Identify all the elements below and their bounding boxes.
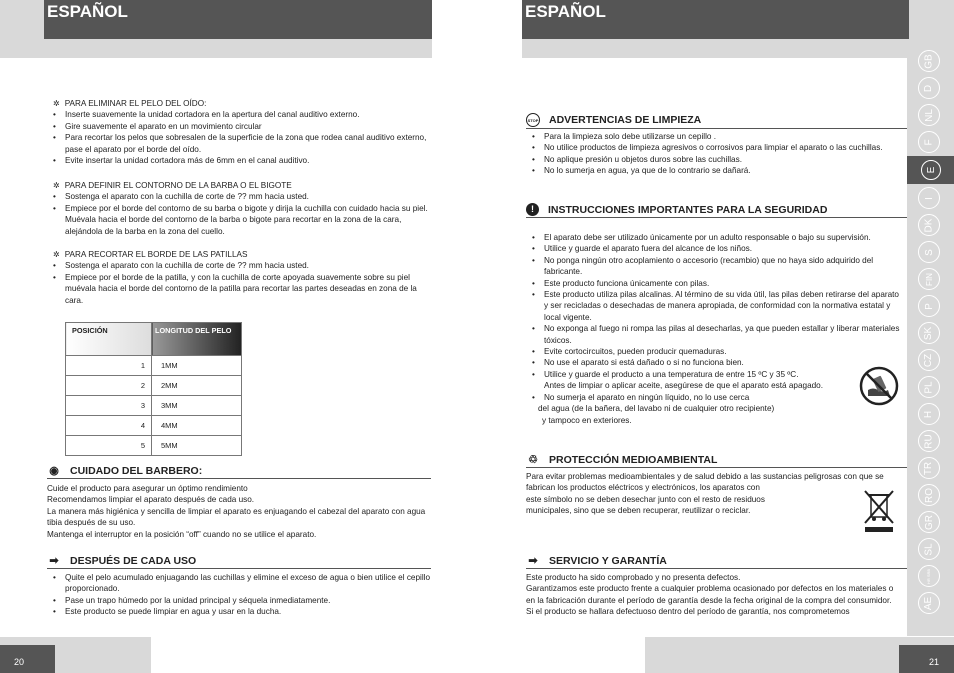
table-cell: 5MM bbox=[152, 436, 242, 456]
warning-icon: ! bbox=[526, 203, 539, 216]
lang-tab-gb[interactable]: GB bbox=[918, 50, 940, 72]
no-water-icon bbox=[859, 366, 899, 406]
list-item: • Empiece por el borde del contorno de su barba o bigote y dirija la cuchilla con cuidado hacia su piel. Muévala hacia el borde del contorno de la barba o bigote para recortar en la zona de la cara, alejándola de la barba en la zona del cuello. bbox=[53, 203, 433, 237]
list-item: • No utilice productos de limpieza agresivos o corrosivos para limpiar el aparato o las cuchillas. bbox=[532, 142, 902, 153]
lang-tab-p[interactable]: P bbox=[918, 295, 940, 317]
stop-icon: STOP bbox=[526, 113, 540, 127]
beard-section bbox=[53, 180, 433, 237]
lang-tab-hr-srb[interactable]: HR SRB bbox=[918, 565, 940, 587]
gear-icon: ✲ bbox=[53, 99, 60, 108]
list-item: • No exponga al fuego ni rompa las pilas al desecharlas, ya que pueden estallar y liberar materiales tóxicos. bbox=[532, 323, 904, 346]
table-row bbox=[66, 396, 242, 416]
list-item: • Gire suavemente el aparato en un movimiento circular bbox=[53, 121, 433, 132]
list-item: • Evite insertar la unidad cortadora más de 6mm en el canal auditivo. bbox=[53, 155, 433, 166]
list-item: • Sostenga el aparato con la cuchilla de corte de ?? mm hacia usted. bbox=[53, 260, 433, 271]
table-cell: 3 bbox=[66, 396, 152, 416]
list-item: • Este producto utiliza pilas alcalinas. Al término de su vida útil, las pilas deben retirarse del aparato y ser recicladas o desechadas de manera apropiada, de conformidad con la normativa estatal y local vigente. bbox=[532, 289, 904, 323]
list-item: • Sostenga el aparato con la cuchilla de corte de ?? mm hacia usted. bbox=[53, 191, 433, 202]
sideburn-title: PARA RECORTAR EL BORDE DE LAS PATILLAS bbox=[64, 250, 248, 259]
list-item: • No ponga ningún otro acoplamiento o accesorio (recambio) que no haya sido adquirido del fabricante. bbox=[532, 255, 904, 278]
lang-tab-ae[interactable]: AE bbox=[918, 592, 940, 614]
page-number: 21 bbox=[929, 657, 940, 667]
safety-heading bbox=[526, 203, 912, 218]
list-item: • Pase un trapo húmedo por la unidad principal y séquela inmediatamente. bbox=[53, 595, 433, 606]
lang-tab-tr[interactable]: TR bbox=[918, 457, 940, 479]
beard-title: PARA DEFINIR EL CONTORNO DE LA BARBA O EL BIGOTE bbox=[64, 181, 292, 190]
section-title: INSTRUCCIONES IMPORTANTES PARA LA SEGURIDAD bbox=[548, 203, 828, 216]
cleaning-heading bbox=[526, 113, 912, 129]
lang-tab-i[interactable]: I bbox=[918, 187, 940, 209]
page-number-right bbox=[899, 645, 954, 673]
hair-length-table bbox=[65, 322, 242, 456]
lang-tab-dk[interactable]: DK bbox=[918, 214, 940, 236]
lang-tab-s[interactable]: S bbox=[918, 241, 940, 263]
paragraph: Cuide el producto para asegurar un óptimo rendimiento bbox=[47, 484, 248, 493]
list-item-text: Antes de limpiar o aplicar aceite, asegúrese de que el aparato está apagado. bbox=[544, 381, 824, 391]
environment-heading bbox=[526, 453, 912, 468]
paragraph: y tampoco en exteriores. bbox=[542, 415, 632, 425]
eye-icon: ◉ bbox=[49, 465, 59, 477]
lang-tab-sk[interactable]: SK bbox=[918, 322, 940, 344]
table-cell: 3MM bbox=[152, 396, 242, 416]
list-item: • No aplique presión u objetos duros sobre las cuchillas. bbox=[532, 154, 902, 165]
section-title: SERVICIO Y GARANTÍA bbox=[549, 554, 667, 567]
paragraph: este símbolo no se deben desechar junto con el resto de residuos bbox=[526, 494, 765, 504]
table-header: LONGITUD DEL PELO bbox=[152, 323, 242, 356]
lang-tab-pl[interactable]: PL bbox=[918, 376, 940, 398]
care-text bbox=[47, 483, 433, 540]
list-item: • Inserte suavemente la unidad cortadora en la apertura del canal auditivo externo. bbox=[53, 109, 433, 120]
lang-tab-f[interactable]: F bbox=[918, 131, 940, 153]
lang-tab-ro[interactable]: RO bbox=[918, 484, 940, 506]
table-row bbox=[66, 436, 242, 456]
sideburn-section bbox=[53, 249, 433, 306]
paragraph: Si el producto se hallara defectuoso dentro del período de garantía, nos comprometemos bbox=[526, 607, 850, 617]
paragraph: municipales, sino que se deben recuperar, reutilizar o reciclar. bbox=[526, 506, 751, 516]
section-title: CUIDADO DEL BARBERO: bbox=[70, 464, 203, 477]
paragraph: Garantizamos este producto frente a cualquier problema ocasionado por defectos en los materiales o en la fabricación durante el período de garantía desde la fecha original de la compra del consumidor. bbox=[526, 584, 894, 605]
lang-tab-h[interactable]: H bbox=[918, 403, 940, 425]
list-item: • No sumerja el aparato en ningún líquido, no lo use cerca bbox=[532, 392, 904, 403]
section-title: PROTECCIÓN MEDIOAMBIENTAL bbox=[549, 453, 718, 466]
list-item: • El aparato debe ser utilizado únicamente por un adulto responsable o bajo su supervisión. bbox=[532, 232, 904, 243]
lang-tab-ru[interactable]: RU bbox=[918, 430, 940, 452]
arrow-icon: ➡ bbox=[49, 555, 59, 567]
list-item: • Para la limpieza solo debe utilizarse un cepillo . bbox=[532, 131, 902, 142]
lang-tab-cz[interactable]: CZ bbox=[918, 349, 940, 371]
paragraph: del agua (de la bañera, del lavabo ni de cualquier otro recipiente) bbox=[538, 404, 775, 414]
table-cell: 2 bbox=[66, 376, 152, 396]
list-item: • Para recortar los pelos que sobresalen de la superficie de la zona que rodea canal auditivo externo, pase el aparato por el borde del oído. bbox=[53, 132, 433, 155]
page-number-left bbox=[0, 645, 55, 673]
list-item: • Este producto se puede limpiar en agua y usar en la ducha. bbox=[53, 606, 433, 617]
list-item-text: Utilice y guarde el producto a una temperatura de entre 15 ºC y 35 ºC. bbox=[544, 369, 799, 379]
recycle-icon: ♲ bbox=[528, 454, 538, 466]
lang-tab-fin[interactable]: FIN bbox=[918, 268, 940, 290]
ear-section bbox=[53, 98, 433, 166]
table-header: POSICIÓN bbox=[66, 323, 152, 356]
table-cell: 5 bbox=[66, 436, 152, 456]
after-use-heading bbox=[47, 554, 431, 569]
list-item: • Empiece por el borde de la patilla, y con la cuchilla de corte apoyada suavemente sobre su piel muévala hacia el borde del contorno de la patilla para recortar las partes deseadas en zona de la cara. bbox=[53, 272, 433, 306]
gear-icon: ✲ bbox=[53, 181, 60, 190]
care-heading bbox=[47, 464, 431, 479]
arrow-icon: ➡ bbox=[528, 555, 538, 567]
list-item: • Utilice y guarde el aparato fuera del alcance de los niños. bbox=[532, 243, 904, 254]
paragraph: Este producto ha sido comprobado y no presenta defectos. bbox=[526, 573, 741, 582]
warranty-text bbox=[526, 572, 900, 618]
table-cell: 1MM bbox=[152, 356, 242, 376]
lang-tab-sl[interactable]: SL bbox=[918, 538, 940, 560]
environment-text bbox=[526, 471, 900, 517]
ear-title: PARA ELIMINAR EL PELO DEL OÍDO: bbox=[64, 99, 207, 108]
table-row bbox=[66, 376, 242, 396]
table-cell: 4 bbox=[66, 416, 152, 436]
list-item: • No lo sumerja en agua, ya que de lo contrario se dañará. bbox=[532, 165, 902, 176]
lang-tab-nl[interactable]: NL bbox=[918, 104, 940, 126]
paragraph: Recomendamos limpiar el aparato después de cada uso. bbox=[47, 495, 255, 505]
lang-tab-gr[interactable]: GR bbox=[918, 511, 940, 533]
table-cell: 2MM bbox=[152, 376, 242, 396]
table-row bbox=[66, 356, 242, 376]
page-header-left: ESPAÑOL bbox=[44, 0, 432, 39]
page-number: 20 bbox=[14, 657, 25, 667]
list-item: • Quite el pelo acumulado enjuagando las cuchillas y elimine el exceso de agua o bien utilice el cepillo proporcionado. bbox=[53, 572, 433, 595]
paragraph: Para evitar problemas medioambientales y de salud debido a las sustancias peligrosas con que se fabrican los productos eléctricos y electrónicos, los aparatos con bbox=[526, 472, 884, 493]
cleaning-list bbox=[532, 131, 902, 177]
safety-list bbox=[532, 232, 904, 426]
table-cell: 4MM bbox=[152, 416, 242, 436]
list-item bbox=[532, 369, 842, 392]
lang-tab-e[interactable]: E bbox=[907, 156, 954, 184]
table-row bbox=[66, 416, 242, 436]
lang-tab-d[interactable]: D bbox=[918, 77, 940, 99]
warranty-heading bbox=[526, 554, 912, 569]
section-title: ADVERTENCIAS DE LIMPIEZA bbox=[549, 114, 702, 126]
language-sidebar bbox=[907, 48, 954, 636]
section-title: DESPUÉS DE CADA USO bbox=[70, 554, 197, 567]
crossed-bin-icon bbox=[859, 487, 899, 533]
table-cell: 1 bbox=[66, 356, 152, 376]
paragraph: La manera más higiénica y sencilla de limpiar el aparato es enjuagando el cabezal del aparato con agua tibia después de su uso. bbox=[47, 506, 426, 528]
list-item: • Evite cortocircuitos, pueden producir quemaduras. bbox=[532, 346, 904, 357]
after-use-list bbox=[53, 572, 433, 618]
page-header-right: ESPAÑOL bbox=[522, 0, 909, 39]
list-item: • No use el aparato si está dañado o si no funciona bien. bbox=[532, 357, 904, 368]
list-item: • Este producto funciona únicamente con pilas. bbox=[532, 278, 904, 289]
gear-icon: ✲ bbox=[53, 250, 60, 259]
paragraph: Mantenga el interruptor en la posición “off” cuando no se utilice el aparato. bbox=[47, 529, 317, 539]
